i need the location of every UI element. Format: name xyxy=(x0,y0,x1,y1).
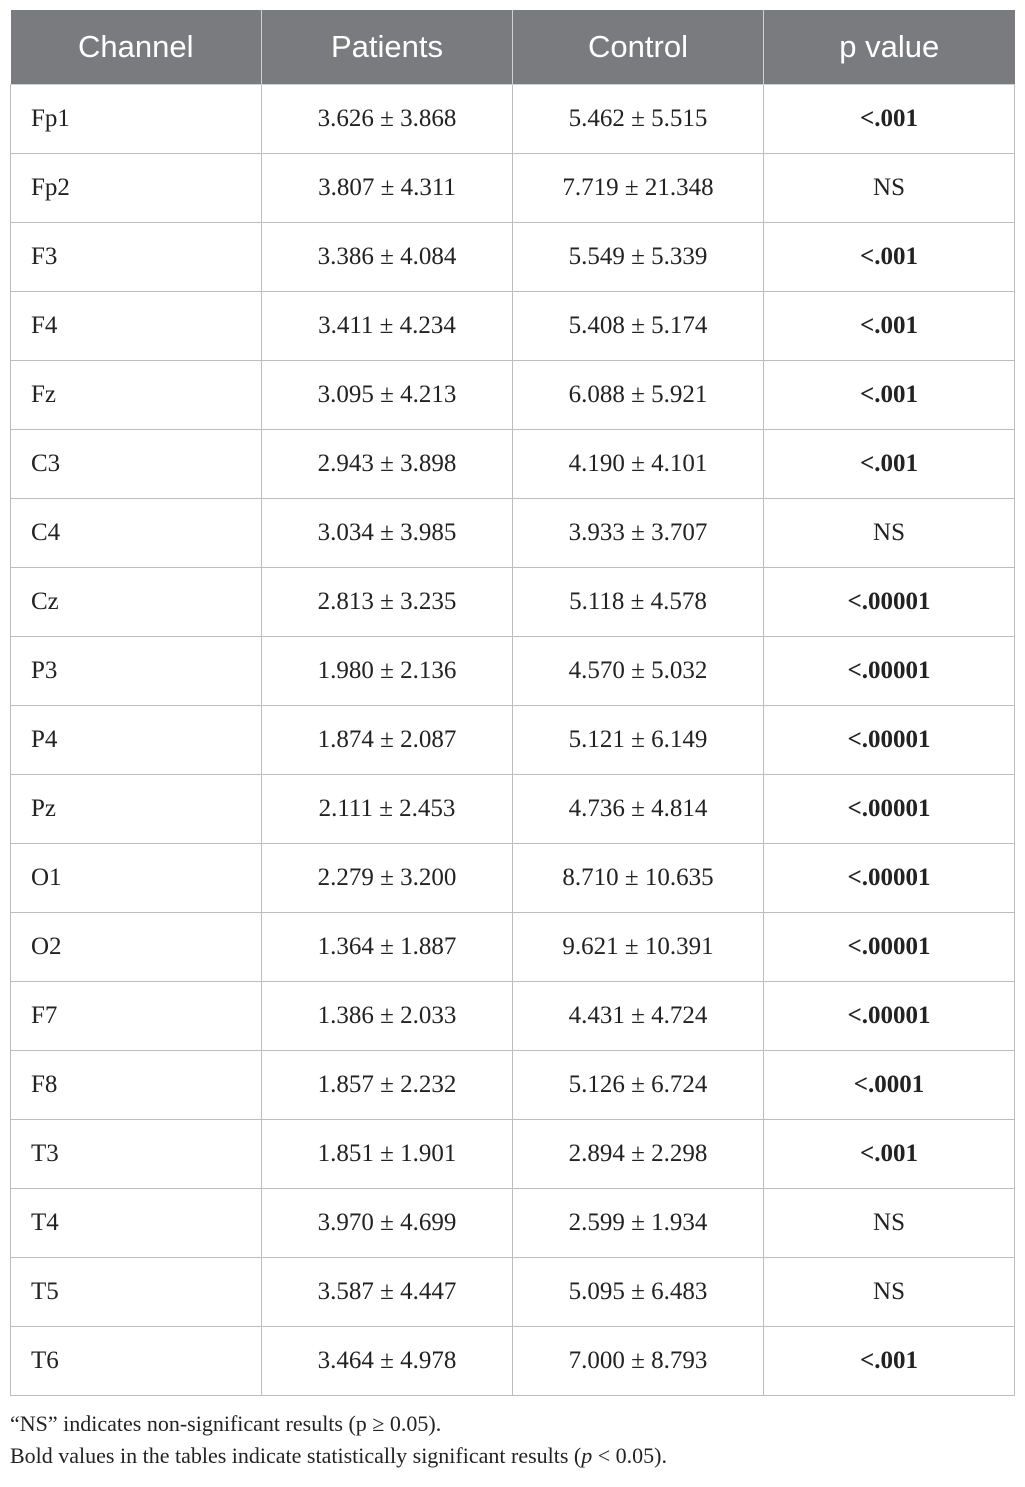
table-row xyxy=(11,913,1015,982)
table-row xyxy=(11,568,1015,637)
table-footnotes xyxy=(10,1408,1014,1472)
channel-cell: F3 xyxy=(11,223,262,292)
control-cell: 7.000 ± 8.793 xyxy=(513,1327,764,1396)
table-row xyxy=(11,1327,1015,1396)
header-control: Control xyxy=(513,10,764,85)
p-value-cell: <.00001 xyxy=(764,913,1015,982)
control-cell: 3.933 ± 3.707 xyxy=(513,499,764,568)
patients-cell: 1.980 ± 2.136 xyxy=(262,637,513,706)
p-value-cell: NS xyxy=(764,154,1015,223)
p-value-cell: <.001 xyxy=(764,292,1015,361)
patients-cell: 1.851 ± 1.901 xyxy=(262,1120,513,1189)
p-value-cell: <.00001 xyxy=(764,844,1015,913)
control-cell: 8.710 ± 10.635 xyxy=(513,844,764,913)
p-value-cell: <.001 xyxy=(764,430,1015,499)
p-value-cell: <.001 xyxy=(764,1327,1015,1396)
p-value-cell: <.001 xyxy=(764,85,1015,154)
table-row xyxy=(11,775,1015,844)
control-cell: 4.431 ± 4.724 xyxy=(513,982,764,1051)
control-cell: 4.570 ± 5.032 xyxy=(513,637,764,706)
bold-footnote-suffix: < 0.05). xyxy=(592,1443,667,1468)
patients-cell: 3.034 ± 3.985 xyxy=(262,499,513,568)
channel-cell: F8 xyxy=(11,1051,262,1120)
channel-cell: Pz xyxy=(11,775,262,844)
ns-footnote: “NS” indicates non-significant results (p ≥ 0.05). xyxy=(10,1411,442,1436)
table-row xyxy=(11,430,1015,499)
bold-footnote-p: p xyxy=(581,1443,593,1468)
patients-cell: 3.626 ± 3.868 xyxy=(262,85,513,154)
control-cell: 5.462 ± 5.515 xyxy=(513,85,764,154)
table-row xyxy=(11,223,1015,292)
patients-cell: 1.874 ± 2.087 xyxy=(262,706,513,775)
control-cell: 5.121 ± 6.149 xyxy=(513,706,764,775)
table-row xyxy=(11,982,1015,1051)
patients-cell: 3.411 ± 4.234 xyxy=(262,292,513,361)
p-value-cell: NS xyxy=(764,1258,1015,1327)
channel-cell: O2 xyxy=(11,913,262,982)
channel-cell: Fp1 xyxy=(11,85,262,154)
control-cell: 5.126 ± 6.724 xyxy=(513,1051,764,1120)
table-row xyxy=(11,85,1015,154)
header-p-value: p value xyxy=(764,10,1015,85)
table-header xyxy=(11,10,1015,85)
patients-cell: 2.111 ± 2.453 xyxy=(262,775,513,844)
patients-cell: 2.943 ± 3.898 xyxy=(262,430,513,499)
table-row xyxy=(11,706,1015,775)
p-value-cell: <.00001 xyxy=(764,706,1015,775)
header-row xyxy=(11,10,1015,85)
p-value-cell: <.001 xyxy=(764,223,1015,292)
control-cell: 7.719 ± 21.348 xyxy=(513,154,764,223)
patients-cell: 2.279 ± 3.200 xyxy=(262,844,513,913)
control-cell: 5.408 ± 5.174 xyxy=(513,292,764,361)
channel-cell: F7 xyxy=(11,982,262,1051)
patients-cell: 3.095 ± 4.213 xyxy=(262,361,513,430)
patients-cell: 2.813 ± 3.235 xyxy=(262,568,513,637)
header-patients: Patients xyxy=(262,10,513,85)
channel-cell: Fz xyxy=(11,361,262,430)
p-value-cell: NS xyxy=(764,499,1015,568)
patients-cell: 3.386 ± 4.084 xyxy=(262,223,513,292)
control-cell: 4.736 ± 4.814 xyxy=(513,775,764,844)
control-cell: 6.088 ± 5.921 xyxy=(513,361,764,430)
table-row xyxy=(11,637,1015,706)
control-cell: 9.621 ± 10.391 xyxy=(513,913,764,982)
channel-cell: T3 xyxy=(11,1120,262,1189)
channel-cell: Cz xyxy=(11,568,262,637)
control-cell: 2.894 ± 2.298 xyxy=(513,1120,764,1189)
table-row xyxy=(11,154,1015,223)
channel-cell: T6 xyxy=(11,1327,262,1396)
channel-cell: Fp2 xyxy=(11,154,262,223)
patients-cell: 1.386 ± 2.033 xyxy=(262,982,513,1051)
table-row xyxy=(11,1258,1015,1327)
p-value-cell: <.001 xyxy=(764,361,1015,430)
channel-cell: F4 xyxy=(11,292,262,361)
patients-cell: 1.857 ± 2.232 xyxy=(262,1051,513,1120)
channel-cell: P3 xyxy=(11,637,262,706)
control-cell: 5.118 ± 4.578 xyxy=(513,568,764,637)
p-value-cell: <.00001 xyxy=(764,775,1015,844)
patients-cell: 1.364 ± 1.887 xyxy=(262,913,513,982)
patients-cell: 3.970 ± 4.699 xyxy=(262,1189,513,1258)
table-row xyxy=(11,844,1015,913)
bold-footnote xyxy=(10,1440,1014,1472)
bold-footnote-prefix: Bold values in the tables indicate statistically significant results ( xyxy=(10,1443,582,1468)
header-channel: Channel xyxy=(11,10,262,85)
p-value-cell: <.001 xyxy=(764,1120,1015,1189)
control-cell: 5.549 ± 5.339 xyxy=(513,223,764,292)
table-body xyxy=(11,85,1015,1396)
channel-cell: C4 xyxy=(11,499,262,568)
channel-cell: T4 xyxy=(11,1189,262,1258)
p-value-cell: <.00001 xyxy=(764,982,1015,1051)
channel-cell: T5 xyxy=(11,1258,262,1327)
control-cell: 4.190 ± 4.101 xyxy=(513,430,764,499)
channel-cell: C3 xyxy=(11,430,262,499)
p-value-cell: <.00001 xyxy=(764,637,1015,706)
p-value-cell: <.00001 xyxy=(764,568,1015,637)
patients-cell: 3.464 ± 4.978 xyxy=(262,1327,513,1396)
patients-cell: 3.807 ± 4.311 xyxy=(262,154,513,223)
p-value-cell: <.0001 xyxy=(764,1051,1015,1120)
channel-cell: P4 xyxy=(11,706,262,775)
table-row xyxy=(11,292,1015,361)
patients-cell: 3.587 ± 4.447 xyxy=(262,1258,513,1327)
table-row xyxy=(11,499,1015,568)
p-value-cell: NS xyxy=(764,1189,1015,1258)
table-row xyxy=(11,1120,1015,1189)
table-row xyxy=(11,361,1015,430)
control-cell: 5.095 ± 6.483 xyxy=(513,1258,764,1327)
results-table xyxy=(10,10,1015,1396)
control-cell: 2.599 ± 1.934 xyxy=(513,1189,764,1258)
table-row xyxy=(11,1051,1015,1120)
channel-cell: O1 xyxy=(11,844,262,913)
table-row xyxy=(11,1189,1015,1258)
